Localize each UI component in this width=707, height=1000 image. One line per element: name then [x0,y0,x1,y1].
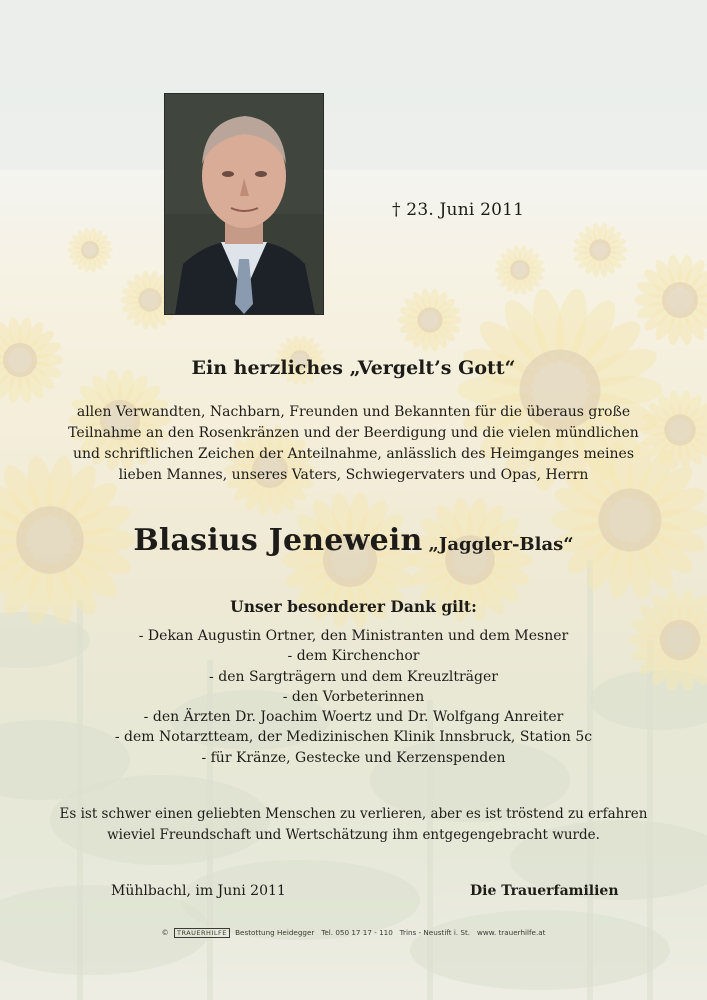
intro-line: und schriftlichen Zeichen der Anteilnahme, anlässlich des Heimganges meines [72,446,635,462]
closing-text [0,804,707,846]
intro-line: allen Verwandten, Nachbarn, Freunden und Bekannten für die überaus große [76,404,631,420]
thanks-item: - dem Notarztteam, der Medizinischen Klinik Innsbruck, Station 5c [114,729,593,746]
copyright-symbol: © [161,928,169,937]
closing-line: Es ist schwer einen geliebten Menschen zu verlieren, aber es ist tröstend zu erfahren [59,806,648,822]
family-signature: Die Trauerfamilien [470,883,619,899]
intro-line: Teilnahme an den Rosenkränzen und der Beerdigung und die vielen mündlichen [68,425,639,441]
trauerhilfe-logo: TRAUERHILFE [174,928,230,938]
special-thanks-list [0,626,707,768]
portrait-photo [164,93,324,315]
intro-text [0,402,707,486]
place-and-date: Mühlbachl, im Juni 2011 [111,883,286,899]
thanks-item: - Dekan Augustin Ortner, den Ministranten und dem Mesner [138,628,569,644]
thanks-item: - dem Kirchenchor [287,648,420,665]
footer-company: Bestottung Heidegger [235,928,315,937]
closing-line: wieviel Freundschaft und Wertschätzung ihm entgegengebracht wurde. [107,827,600,843]
thanks-item: - den Ärzten Dr. Joachim Woertz und Dr. Wolfgang Anreiter [143,709,564,726]
deceased-nickname: „Jaggler-Blas“ [428,534,574,555]
footer-website[interactable]: www. trauerhilfe.at [476,928,546,937]
death-date: † 23. Juni 2011 [392,200,525,220]
thanks-heading: Ein herzliches „Vergelt’s Gott“ [191,357,516,379]
deceased-name: Blasius Jenewein [133,523,423,558]
thanks-item: - den Vorbeterinnen [282,688,425,705]
special-thanks-title: Unser besonderer Dank gilt: [230,597,477,616]
footer-phone: Tel. 050 17 17 - 110 [321,928,393,937]
thanks-item: - für Kränze, Gestecke und Kerzenspenden [201,749,506,766]
footer [0,928,707,938]
footer-address: Trins - Neustift i. St. [399,928,471,937]
deceased-name-line [0,523,707,558]
thanks-item: - den Sargträgern und dem Kreuzlträger [209,668,498,685]
intro-line: lieben Mannes, unseres Vaters, Schwiegervaters und Opas, Herrn [118,467,589,483]
